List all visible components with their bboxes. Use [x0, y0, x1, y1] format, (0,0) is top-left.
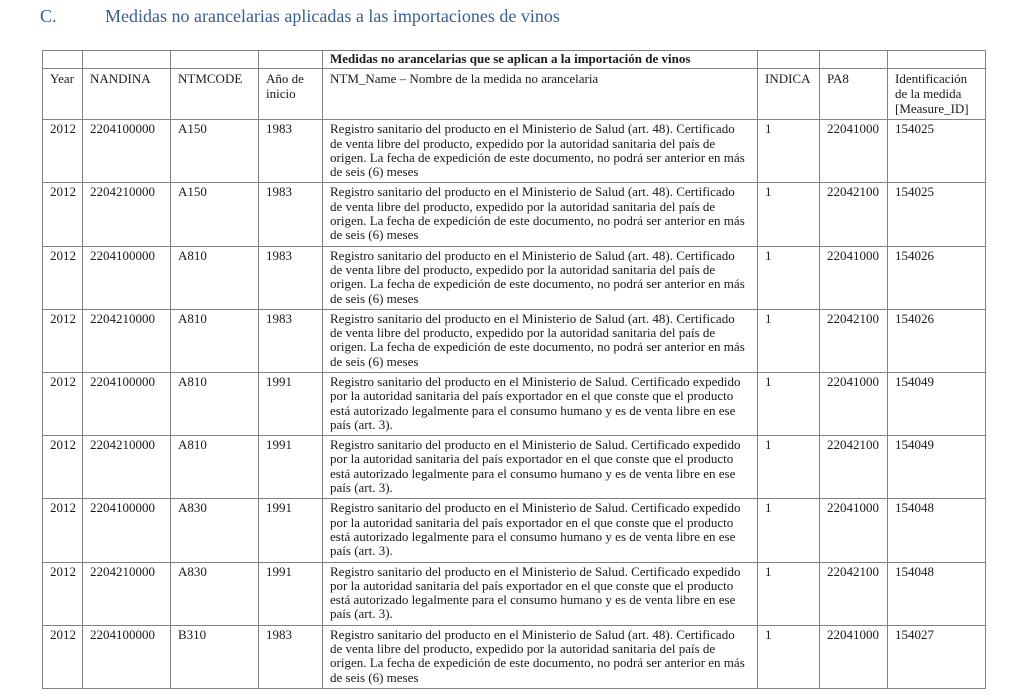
cell-year: 2012 — [43, 309, 83, 372]
cell-ntmcode: A830 — [171, 499, 259, 562]
section-title: Medidas no arancelarias aplicadas a las importaciones de vinos — [105, 6, 560, 26]
cell-nandina: 2204100000 — [83, 625, 171, 688]
cell-year: 2012 — [43, 120, 83, 183]
cell-ntm-name: Registro sanitario del producto en el Ministerio de Salud. Certificado expedido por la autoridad sanitaria del país exportador en el que conste que el producto está autorizado legalmente para el consumo humano y es de venta libre en ese país (art. 3). — [323, 499, 758, 562]
cell-nandina: 2204100000 — [83, 120, 171, 183]
cell-ntm-name: Registro sanitario del producto en el Ministerio de Salud. Certificado expedido por la autoridad sanitaria del país exportador en el que conste que el producto está autorizado legalmente para el consumo humano y es de venta libre en ese país (art. 3). — [323, 372, 758, 435]
cell-ntm-name: Registro sanitario del producto en el Ministerio de Salud (art. 48). Certificado de venta libre del producto, expedido por la autoridad sanitaria del país de origen. La fecha de expedición de este documento, no podrá ser anterior en más de seis (6) meses — [323, 246, 758, 309]
empty-cell — [43, 51, 83, 69]
cell-ntmcode: A810 — [171, 436, 259, 499]
cell-ntmcode: A810 — [171, 246, 259, 309]
table-row — [43, 562, 986, 625]
cell-year: 2012 — [43, 246, 83, 309]
cell-ano-inicio: 1983 — [259, 183, 323, 246]
cell-measure-id: 154027 — [888, 625, 986, 688]
cell-pa8: 22041000 — [820, 372, 888, 435]
cell-indica: 1 — [758, 436, 820, 499]
cell-measure-id: 154049 — [888, 436, 986, 499]
cell-pa8: 22042100 — [820, 309, 888, 372]
ntm-measures-table — [42, 50, 986, 689]
cell-pa8: 22042100 — [820, 562, 888, 625]
cell-nandina: 2204210000 — [83, 562, 171, 625]
cell-ntmcode: B310 — [171, 625, 259, 688]
cell-nandina: 2204100000 — [83, 246, 171, 309]
section-heading — [40, 6, 560, 28]
col-header-nandina: NANDINA — [83, 69, 171, 120]
cell-nandina: 2204100000 — [83, 499, 171, 562]
cell-measure-id: 154025 — [888, 120, 986, 183]
cell-indica: 1 — [758, 499, 820, 562]
cell-ntmcode: A830 — [171, 562, 259, 625]
cell-ntm-name: Registro sanitario del producto en el Ministerio de Salud. Certificado expedido por la autoridad sanitaria del país exportador en el que conste que el producto está autorizado legalmente para el consumo humano y es de venta libre en ese país (art. 3). — [323, 562, 758, 625]
col-header-pa8: PA8 — [820, 69, 888, 120]
cell-pa8: 22042100 — [820, 183, 888, 246]
cell-year: 2012 — [43, 372, 83, 435]
cell-ntmcode: A150 — [171, 120, 259, 183]
empty-cell — [820, 51, 888, 69]
col-header-indica: INDICA — [758, 69, 820, 120]
cell-indica: 1 — [758, 625, 820, 688]
cell-nandina: 2204100000 — [83, 372, 171, 435]
empty-cell — [758, 51, 820, 69]
cell-ntm-name: Registro sanitario del producto en el Ministerio de Salud (art. 48). Certificado de venta libre del producto, expedido por la autoridad sanitaria del país de origen. La fecha de expedición de este documento, no podrá ser anterior en más de seis (6) meses — [323, 625, 758, 688]
cell-ntm-name: Registro sanitario del producto en el Ministerio de Salud. Certificado expedido por la autoridad sanitaria del país exportador en el que conste que el producto está autorizado legalmente para el consumo humano y es de venta libre en ese país (art. 3). — [323, 436, 758, 499]
cell-indica: 1 — [758, 246, 820, 309]
cell-measure-id: 154026 — [888, 309, 986, 372]
cell-ano-inicio: 1991 — [259, 372, 323, 435]
table-row — [43, 309, 986, 372]
cell-ntm-name: Registro sanitario del producto en el Ministerio de Salud (art. 48). Certificado de venta libre del producto, expedido por la autoridad sanitaria del país de origen. La fecha de expedición de este documento, no podrá ser anterior en más de seis (6) meses — [323, 120, 758, 183]
table-row — [43, 120, 986, 183]
cell-ano-inicio: 1991 — [259, 562, 323, 625]
col-header-measure-id: Identificación de la medida [Measure_ID] — [888, 69, 986, 120]
cell-year: 2012 — [43, 625, 83, 688]
cell-measure-id: 154025 — [888, 183, 986, 246]
cell-indica: 1 — [758, 309, 820, 372]
cell-ano-inicio: 1991 — [259, 499, 323, 562]
table-row — [43, 499, 986, 562]
table-row — [43, 372, 986, 435]
cell-ntm-name: Registro sanitario del producto en el Ministerio de Salud (art. 48). Certificado de venta libre del producto, expedido por la autoridad sanitaria del país de origen. La fecha de expedición de este documento, no podrá ser anterior en más de seis (6) meses — [323, 183, 758, 246]
cell-nandina: 2204210000 — [83, 309, 171, 372]
table-span-header: Medidas no arancelarias que se aplican a la importación de vinos — [323, 51, 758, 69]
cell-measure-id: 154048 — [888, 562, 986, 625]
cell-year: 2012 — [43, 183, 83, 246]
cell-indica: 1 — [758, 120, 820, 183]
table-row — [43, 246, 986, 309]
col-header-ntmcode: NTMCODE — [171, 69, 259, 120]
cell-ano-inicio: 1991 — [259, 436, 323, 499]
cell-indica: 1 — [758, 372, 820, 435]
cell-measure-id: 154026 — [888, 246, 986, 309]
cell-indica: 1 — [758, 183, 820, 246]
cell-year: 2012 — [43, 436, 83, 499]
table-header-row — [43, 69, 986, 120]
cell-pa8: 22041000 — [820, 120, 888, 183]
cell-pa8: 22041000 — [820, 625, 888, 688]
empty-cell — [259, 51, 323, 69]
table-row — [43, 625, 986, 688]
cell-ntmcode: A150 — [171, 183, 259, 246]
cell-ano-inicio: 1983 — [259, 246, 323, 309]
cell-pa8: 22041000 — [820, 499, 888, 562]
table-span-header-row — [43, 51, 986, 69]
cell-indica: 1 — [758, 562, 820, 625]
empty-cell — [83, 51, 171, 69]
cell-ano-inicio: 1983 — [259, 309, 323, 372]
col-header-ntm-name: NTM_Name – Nombre de la medida no arancelaria — [323, 69, 758, 120]
col-header-ano-inicio: Año de inicio — [259, 69, 323, 120]
empty-cell — [171, 51, 259, 69]
col-header-year: Year — [43, 69, 83, 120]
cell-measure-id: 154048 — [888, 499, 986, 562]
section-letter: C. — [40, 6, 57, 26]
cell-year: 2012 — [43, 562, 83, 625]
cell-nandina: 2204210000 — [83, 436, 171, 499]
empty-cell — [888, 51, 986, 69]
cell-measure-id: 154049 — [888, 372, 986, 435]
cell-ntm-name: Registro sanitario del producto en el Ministerio de Salud (art. 48). Certificado de venta libre del producto, expedido por la autoridad sanitaria del país de origen. La fecha de expedición de este documento, no podrá ser anterior en más de seis (6) meses — [323, 309, 758, 372]
cell-pa8: 22041000 — [820, 246, 888, 309]
table-row — [43, 436, 986, 499]
cell-year: 2012 — [43, 499, 83, 562]
cell-pa8: 22042100 — [820, 436, 888, 499]
table-body — [43, 120, 986, 689]
cell-ntmcode: A810 — [171, 309, 259, 372]
cell-nandina: 2204210000 — [83, 183, 171, 246]
table-row — [43, 183, 986, 246]
cell-ano-inicio: 1983 — [259, 625, 323, 688]
cell-ntmcode: A810 — [171, 372, 259, 435]
cell-ano-inicio: 1983 — [259, 120, 323, 183]
